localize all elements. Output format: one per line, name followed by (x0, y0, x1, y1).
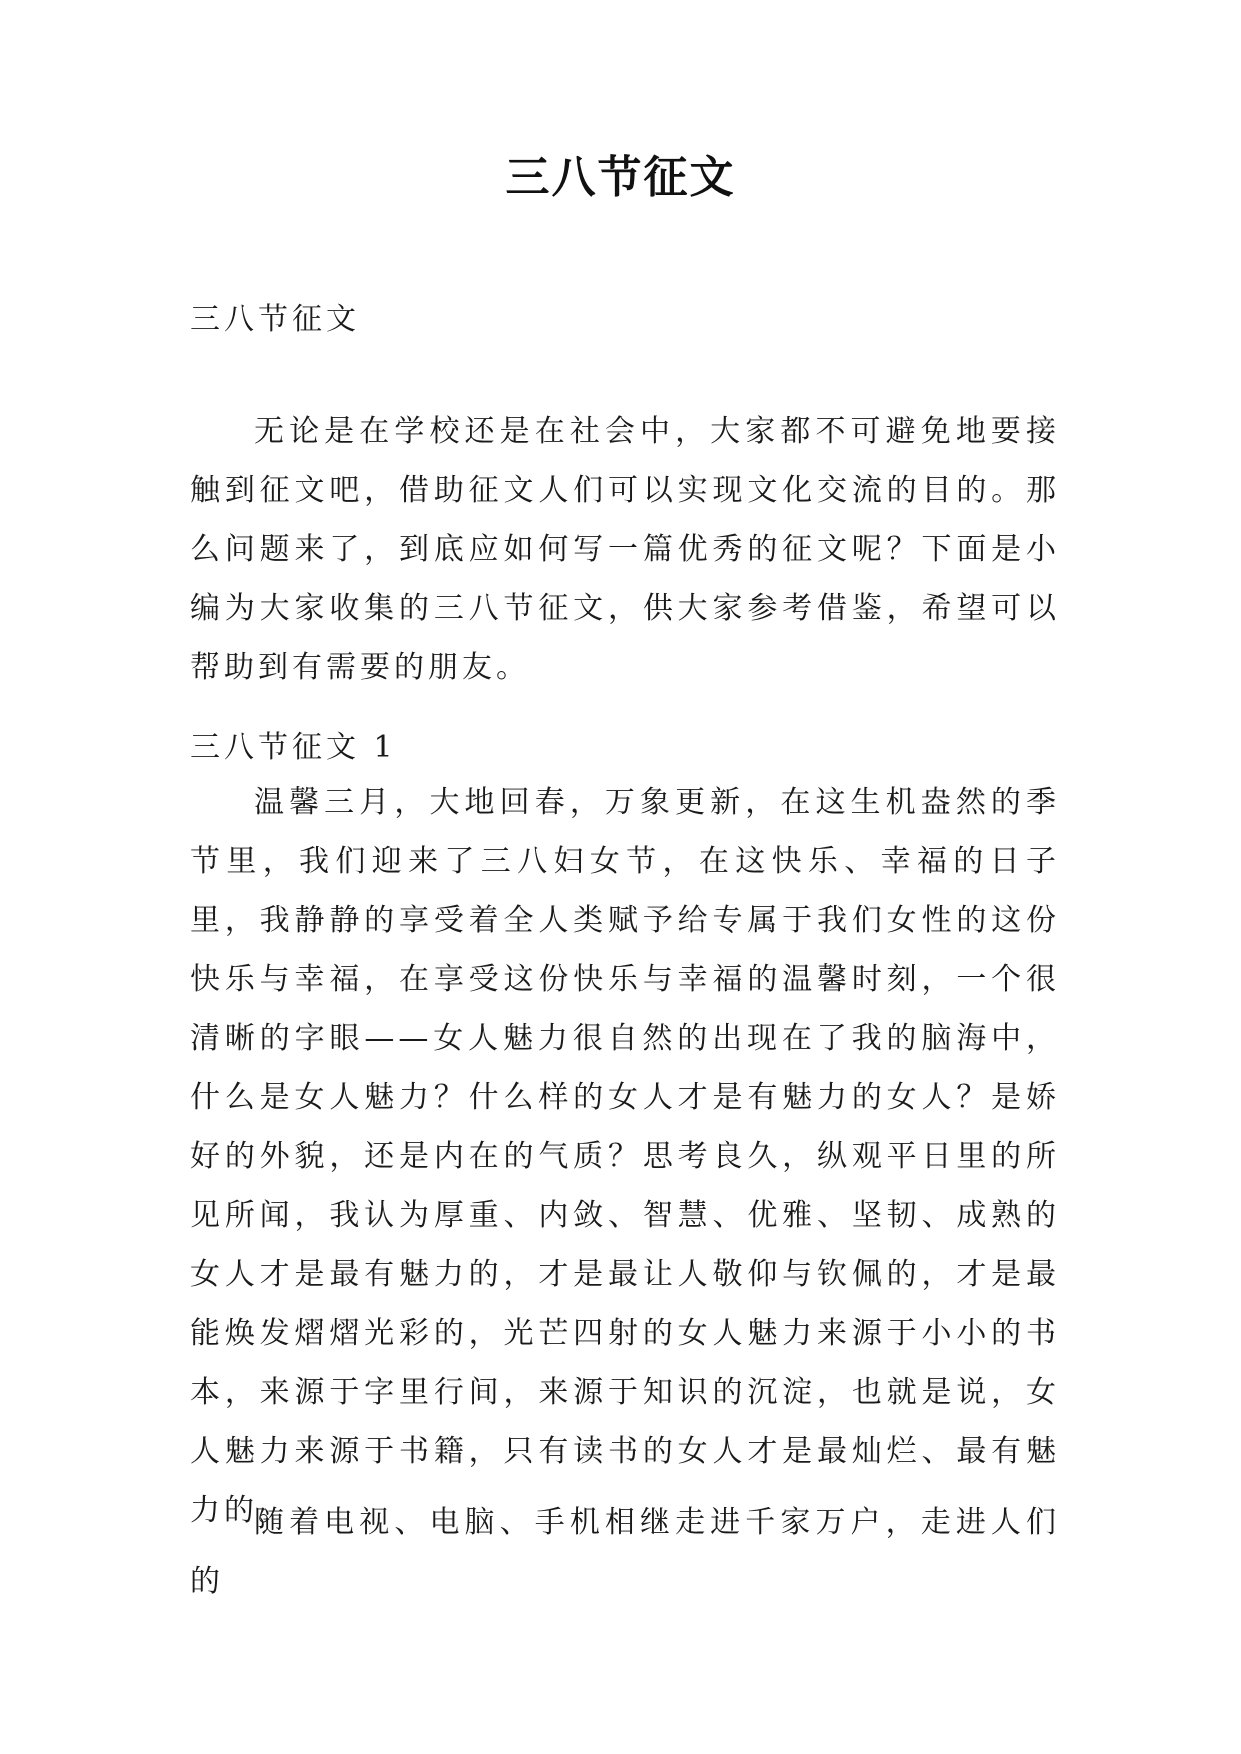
section-heading: 三八节征文 1 (190, 730, 397, 765)
intro-paragraph: 无论是在学校还是在社会中，大家都不可避免地要接触到征文吧，借助征文人们可以实现文化交流的目的。那么问题来了，到底应如何写一篇优秀的征文呢？下面是小编为大家收集的三八节征文，供大家参考借鉴，希望可以帮助到有需要的朋友。 (190, 414, 1060, 685)
document-title: 三八节征文 (505, 152, 736, 203)
body-paragraph-1: 温馨三月，大地回春，万象更新，在这生机盎然的季节里，我们迎来了三八妇女节，在这快乐、幸福的日子里，我静静的享受着全人类赋予给专属于我们女性的这份快乐与幸福，在享受这份快乐与幸福的温馨时刻，一个很清晰的字眼——女人魅力很自然的出现在了我的脑海中，什么是女人魅力？什么样的女人才是有魅力的女人？是娇好的外貌，还是内在的气质？思考良久，纵观平日里的所见所闻，我认为厚重、内敛、智慧、优雅、坚韧、成熟的女人才是最有魅力的，才是最让人敬仰与钦佩的，才是最能焕发熠熠光彩的，光芒四射的女人魅力来源于小小的书本，来源于字里行间，来源于知识的沉淀，也就是说，女人魅力来源于书籍，只有读书的女人才是最灿烂、最有魅力的。 (190, 785, 1060, 1528)
document-subtitle: 三八节征文 (190, 302, 360, 337)
body-paragraph-2: 随着电视、电脑、手机相继走进千家万户，走进人们的 (190, 1505, 1060, 1599)
